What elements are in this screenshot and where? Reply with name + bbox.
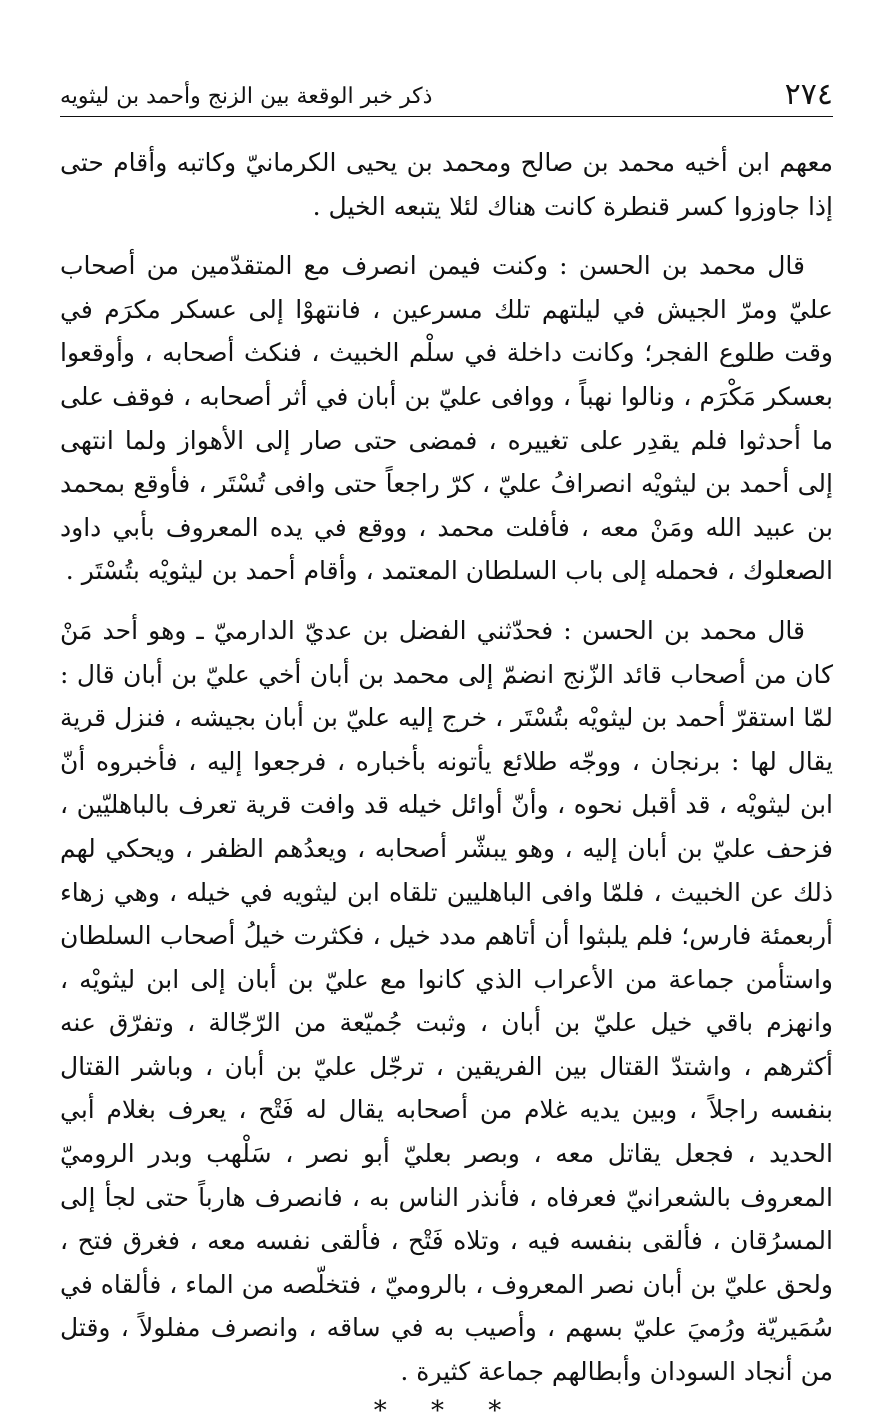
- paragraph-continuation: معهم ابن أخيه محمد بن صالح ومحمد بن يحيى الكرمانيّ وكاتبه وأقام حتى إذا جاوزوا كسر قنطرة كانت هناك لئلا يتبعه الخيل .: [60, 148, 833, 221]
- section-separator: * * *: [373, 1395, 520, 1426]
- page-header: [60, 70, 833, 117]
- page-number: ٢٧٤: [784, 77, 833, 112]
- body-text: [60, 141, 833, 1394]
- paragraph: قال محمد بن الحسن : فحدّثني الفضل بن عديّ الدارميّ ـ وهو أحد مَنْ كان من أصحاب قائد الزّنج انضمّ إلى محمد بن أبان أخي عليّ بن أبان قال : لمّا استقرّ أحمد بن ليثويْه بتُسْتَر ، خرج إليه عليّ بن أبان بجيشه ، فنزل قرية يقال لها : برنجان ، ووجّه طلائع يأتونه بأخباره ، فرجعوا إليه ، فأخبروه أنّ ابن ليثويْه ، قد أقبل نحوه ، وأنّ أوائل خيله قد وافت قرية تعرف بالباهليّين ، فزحف عليّ بن أبان إليه ، وهو يبشّر أصحابه ، ويعدُهم الظفر ، ويحكي لهم ذلك عن الخبيث ، فلمّا وافى الباهليين تلقاه ابن ليثويه في خيله ، وهي زهاء أربعمئة فارس؛ فلم يلبثوا أن أتاهم مدد خيل ، فكثرت خيلُ أصحاب السلطان واستأمن جماعة من الأعراب الذي كانوا مع عليّ بن أبان إلى ابن ليثويْه ، وانهزم باقي خيل عليّ بن أبان ، وثبت جُميّعة من الرّجّالة ، وتفرّق عنه أكثرهم ، واشتدّ القتال بين الفريقين ، ترجّل عليّ بن أبان ، وباشر القتال بنفسه راجلاً ، وبين يديه غلام من أصحابه يقال له فَتْح ، يعرف بغلام أبي الحديد ، فجعل يقاتل معه ، وبصر بعليّ أبو نصر ، سَلْهب وبدر الروميّ المعروف بالشعرانيّ فعرفاه ، فأنذر الناس به ، فانصرف هارباً حتى لجأ إلى المسرُقان ، فألقى بنفسه فيه ، وتلاه فَتْح ، فألقى نفسه معه ، فغرق فتح ، ولحق عليّ بن أبان نصر المعروف ، بالروميّ ، فتخلّصه من الماء ، فألقاه في سُمَيريّة ورُميَ عليّ بسهم ، وأصيب به في ساقه ، وانصرف مفلولاً ، وقتل من أنجاد السودان وأبطالهم جماعة كثيرة .: [60, 615, 833, 1387]
- running-title: ذكر خبر الوقعة بين الزنج وأحمد بن ليثويه: [60, 84, 433, 109]
- book-page: [60, 70, 833, 1426]
- paragraph: قال محمد بن الحسن : وكنت فيمن انصرف مع المتقدّمين من أصحاب عليّ ومرّ الجيش في ليلتهم تلك مسرعين ، فانتهوْا إلى عسكر مكرَم في وقت طلوع الفجر؛ وكانت داخلة في سلْم الخبيث ، فنكث أصحابه ، وأوقعوا بعسكر مَكْرَم ، ونالوا نهباً ، ووافى عليّ بن أبان في أثر أصحابه ، فوقف على ما أحدثوا فلم يقدِر على تغييره ، فمضى حتى صار إلى الأهواز ولما انتهى إلى أحمد بن ليثويْه انصرافُ عليّ ، كرّ راجعاً حتى وافى تُسْتَر ، فأوقع بمحمد بن عبيد الله ومَنْ معه ، فأفلت محمد ، ووقع في يده المعروف بأبي داود الصعلوك ، فحمله إلى باب السلطان المعتمد ، وأقام أحمد بن ليثويْه بتُسْتَر .: [60, 251, 833, 586]
